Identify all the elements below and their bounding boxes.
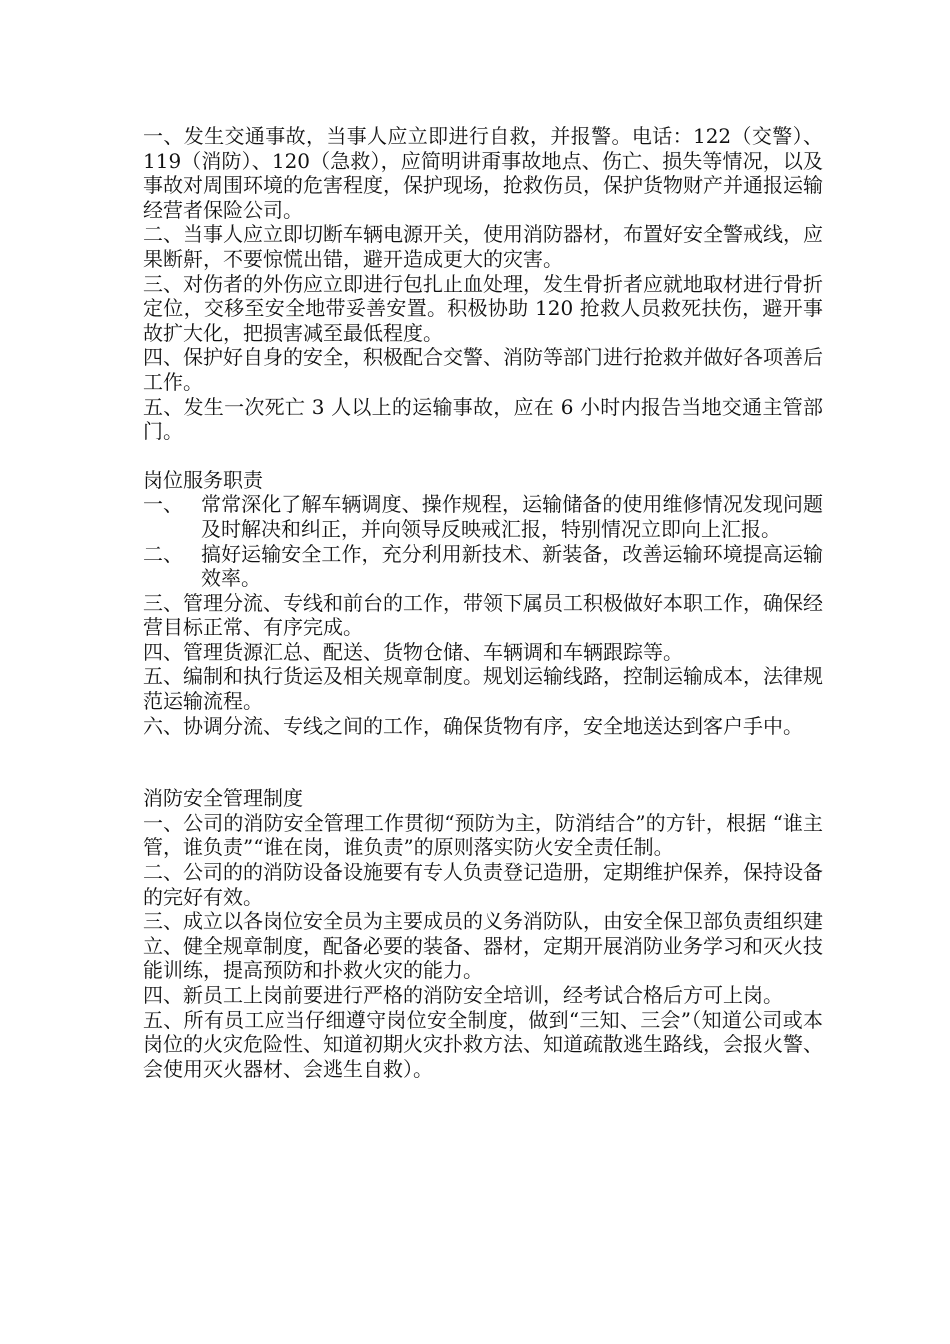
duty-paragraph-4: 四、管理货源汇总、配送、货物仓储、车辆调和车辆跟踪等。 <box>143 639 683 664</box>
accident-paragraph-2: 二、当事人应立即切断车辆电源开关，使用消防器材，布置好安全警戒线，应果断鼾，不要惊慌出错，避开造成更大的灾害。 <box>143 222 823 271</box>
duty-item-2 <box>143 542 823 591</box>
fire-safety-heading: 消防安全管理制度 <box>143 786 303 811</box>
duty-paragraph-6: 六、协调分流、专线之间的工作，确保货物有序，安全地送达到客户手中。 <box>143 713 803 738</box>
fire-paragraph-2: 二、公司的的消防设备设施要有专人负责登记造册，定期维护保养，保持设备的完好有效。 <box>143 860 823 909</box>
job-duties-section <box>143 468 823 739</box>
job-duties-heading: 岗位服务职责 <box>143 467 263 492</box>
fire-safety-section <box>143 786 823 1081</box>
fire-paragraph-1: 一、公司的消防安全管理工作贯彻“预防为主，防消结合”的方针，根据 “谁主管，谁负责”“谁在岗，谁负责”的原则落实防火安全责任制。 <box>143 810 823 860</box>
fire-paragraph-5: 五、所有员工应当仔细遵守岗位安全制度，做到“三知、三会”（知道公司或本岗位的火灾危险性、知道初期火灾扑救方法、知道疏散逃生路线，会报火警、会使用灭火器材、会逃生自救）。 <box>143 1007 823 1081</box>
duty-item-1-number: 一、 <box>143 492 183 517</box>
fire-paragraph-3: 三、成立以各岗位安全员为主要成员的义务消防队，由安全保卫部负责组织建立、健全规章制度，配备必要的装备、器材，定期开展消防业务学习和灭火技能训练，提高预防和扑救火灾的能力。 <box>143 909 823 983</box>
accident-paragraph-4: 四、保护好自身的安全，积极配合交警、消防等部门进行抢救并做好各项善后工作。 <box>143 345 823 394</box>
duty-paragraph-5: 五、编制和执行货运及相关规章制度。规划运输线路，控制运输成本，法律规范运输流程。 <box>143 664 823 714</box>
duty-item-2-number: 二、 <box>143 541 183 566</box>
accident-procedure-section <box>143 124 823 444</box>
accident-paragraph-1: 一、发生交通事故，当事人应立即进行自救，并报警。电话：122（交警）、119（消防）、120（急救），应简明讲甭事故地点、伤亡、损失等情况，以及事故对周围环境的危害程度，保护现场，抢救伤员，保护货物财产并通报运输经营者保险公司。 <box>143 124 823 222</box>
accident-paragraph-5: 五、发生一次死亡 3 人以上的运输事故，应在 6 小时内报告当地交通主管部门。 <box>143 394 823 444</box>
duty-paragraph-3: 三、管理分流、专线和前台的工作，带领下属员工积极做好本职工作，确保经营目标正常、有序完成。 <box>143 590 823 640</box>
section-spacer <box>143 738 823 786</box>
duty-item-1 <box>143 492 823 541</box>
section-spacer <box>143 444 823 468</box>
duty-item-1-text: 常常深化了解车辆调度、操作规程，运输储备的使用维修情况发现问题及时解决和纠正，并向领导反映戒汇报，特别情况立即向上汇报。 <box>201 492 823 541</box>
document-page <box>143 124 823 1081</box>
accident-paragraph-3: 三、对伤者的外伤应立即进行包扎止血处理，发生骨折者应就地取材进行骨折定位，交移至安全地带妥善安置。积极协助 120 抢救人员救死扶伤，避开事故扩大化，把损害减至最低程度。 <box>143 271 823 345</box>
fire-paragraph-4: 四、新员工上岗前要进行严格的消防安全培训，经考试合格后方可上岗。 <box>143 983 783 1007</box>
duty-item-2-text: 搞好运输安全工作，充分利用新技术、新装备，改善运输环境提高运输效率。 <box>201 541 823 591</box>
